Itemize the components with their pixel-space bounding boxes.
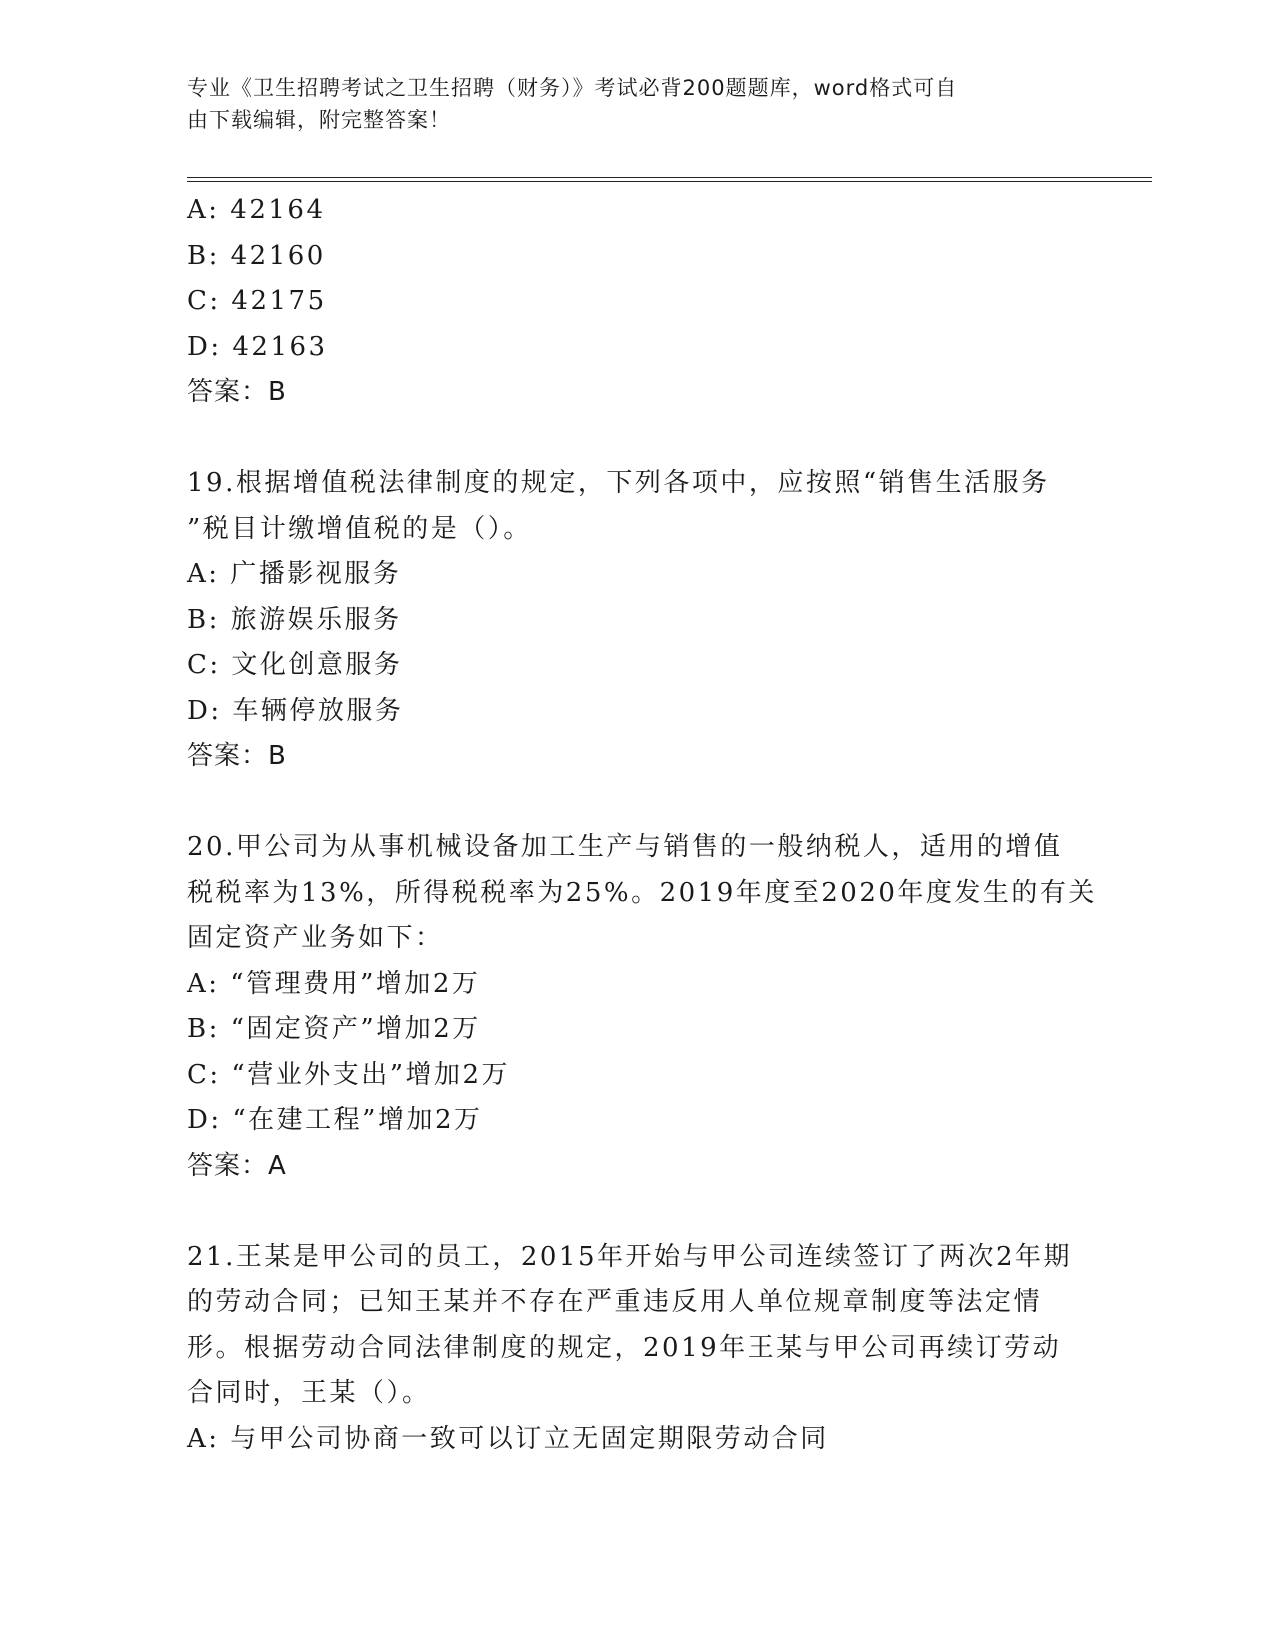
question-stem-line: 21.王某是甲公司的员工，2015年开始与甲公司连续签订了两次2年期 — [187, 1241, 1073, 1272]
option-b: B: 旅游娱乐服务 — [187, 604, 402, 635]
question-content — [187, 188, 1097, 1462]
option-c: C: “营业外支出”增加2万 — [187, 1059, 511, 1090]
header-divider-top — [187, 177, 1152, 178]
question-stem-line: 19.根据增值税法律制度的规定，下列各项中，应按照“销售生活服务 — [187, 468, 1050, 498]
option-d: D: 42163 — [187, 331, 328, 362]
option-d: D: “在建工程”增加2万 — [187, 1105, 483, 1135]
header-line-1: 专业《卫生招聘考试之卫生招聘（财务）》考试必背200题题库，word格式可自 — [187, 76, 958, 100]
option-b: B: “固定资产”增加2万 — [187, 1014, 481, 1044]
header-divider-bottom — [187, 181, 1152, 182]
spacer — [187, 416, 1087, 462]
option-a: A: 与甲公司协商一致可以订立无固定期限劳动合同 — [187, 1423, 829, 1454]
option-d: D: 车辆停放服务 — [187, 695, 404, 726]
option-a: A: 42164 — [187, 195, 326, 225]
spacer — [187, 1189, 1087, 1235]
question-18 — [187, 188, 1087, 416]
question-19 — [187, 461, 1087, 780]
answer: 答案：A — [187, 1150, 287, 1181]
header-line-2: 由下载编辑，附完整答案！ — [187, 108, 451, 132]
question-stem-line: 形。根据劳动合同法律制度的规定，2019年王某与甲公司再续订劳动 — [187, 1332, 1062, 1363]
option-b: B: 42160 — [187, 240, 326, 271]
question-stem-line: 固定资产业务如下： — [187, 923, 444, 953]
question-stem-line: ”税目计缴增值税的是（）。 — [187, 513, 532, 544]
document-header — [187, 72, 1067, 136]
answer: 答案：B — [187, 377, 287, 407]
question-21 — [187, 1235, 1087, 1463]
question-stem-line: 20.甲公司为从事机械设备加工生产与销售的一般纳税人，适用的增值 — [187, 832, 1063, 862]
question-stem-line: 合同时，王某（）。 — [187, 1378, 431, 1408]
option-a: A: “管理费用”增加2万 — [187, 968, 481, 999]
answer: 答案：B — [187, 741, 287, 771]
option-a: A: 广播影视服务 — [187, 559, 402, 589]
option-c: C: 文化创意服务 — [187, 650, 403, 680]
question-20 — [187, 825, 1097, 1189]
question-stem-line: 的劳动合同；已知王某并不存在严重违反用人单位规章制度等法定情 — [187, 1287, 1043, 1317]
option-c: C: 42175 — [187, 286, 327, 316]
spacer — [187, 780, 1087, 826]
question-stem-line: 税税率为13%，所得税税率为25%。2019年度至2020年度发生的有关 — [187, 877, 1097, 908]
